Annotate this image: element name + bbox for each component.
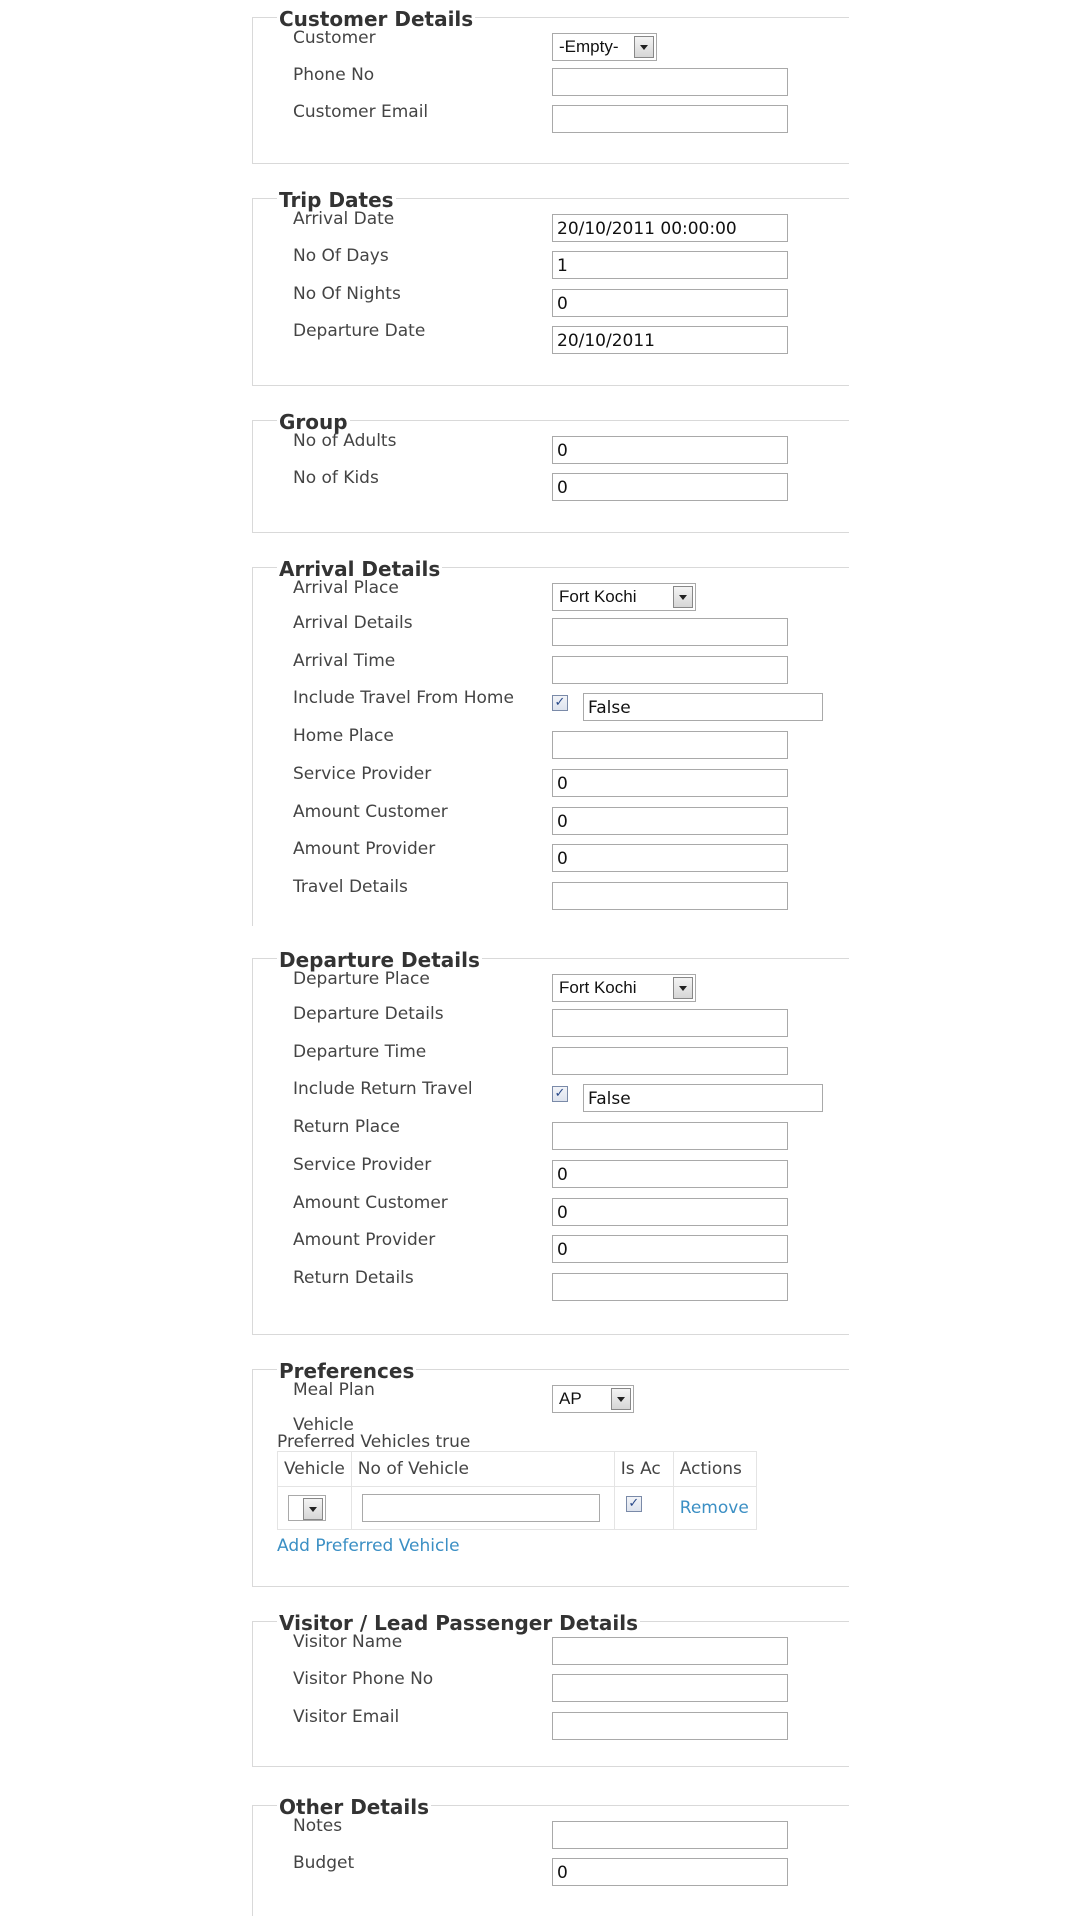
amount-customer-row xyxy=(253,802,849,834)
check-icon: ✓ xyxy=(554,1086,566,1101)
customer-select-value: -Empty- xyxy=(559,37,619,56)
include-return-checkbox[interactable] xyxy=(552,1086,568,1102)
chevron-down-icon[interactable] xyxy=(634,36,654,58)
trip-dates-section xyxy=(252,188,849,386)
visitor-phone-input[interactable] xyxy=(552,1674,788,1702)
service-provider-label: Service Provider xyxy=(293,1155,432,1175)
vehicle-select[interactable] xyxy=(288,1495,326,1521)
departure-place-value: Fort Kochi xyxy=(559,978,637,997)
include-travel-input[interactable]: False xyxy=(583,693,823,721)
notes-row xyxy=(253,1816,849,1848)
check-icon: ✓ xyxy=(628,1496,640,1511)
arrival-time-row xyxy=(253,651,849,683)
home-place-label: Home Place xyxy=(293,726,394,746)
customer-select[interactable] xyxy=(552,33,657,61)
days-label: No Of Days xyxy=(293,246,389,266)
section-legend: Preferences xyxy=(279,1359,415,1383)
departure-details-label: Departure Details xyxy=(293,1004,444,1024)
arrival-place-value: Fort Kochi xyxy=(559,587,637,606)
vehicle-count-cell xyxy=(351,1487,614,1530)
phone-row xyxy=(253,63,849,95)
chevron-down-icon[interactable] xyxy=(611,1388,631,1410)
amount-provider-row xyxy=(253,839,849,871)
amount-customer-label: Amount Customer xyxy=(293,802,448,822)
arrival-details-input[interactable] xyxy=(552,618,788,646)
departure-date-input[interactable]: 20/10/2011 xyxy=(552,326,788,354)
phone-input[interactable] xyxy=(552,68,788,96)
adults-row xyxy=(253,431,849,463)
arrival-place-row xyxy=(253,578,849,610)
email-input[interactable] xyxy=(552,105,788,133)
kids-label: No of Kids xyxy=(293,468,379,488)
is-ac-checkbox[interactable] xyxy=(626,1496,642,1512)
adults-input[interactable]: 0 xyxy=(552,436,788,464)
include-travel-row xyxy=(253,688,849,720)
include-return-label: Include Return Travel xyxy=(293,1079,473,1099)
column-header: No of Vehicle xyxy=(351,1452,614,1487)
visitor-details-section xyxy=(252,1611,849,1767)
amount-provider-label: Amount Provider xyxy=(293,1230,436,1250)
amount-customer-label: Amount Customer xyxy=(293,1193,448,1213)
arrival-details-label: Arrival Details xyxy=(293,613,413,633)
meal-plan-value: AP xyxy=(559,1389,582,1408)
service-provider-input[interactable]: 0 xyxy=(552,769,788,797)
vehicle-cell xyxy=(278,1487,352,1530)
arrival-place-label: Arrival Place xyxy=(293,578,399,598)
days-input[interactable]: 1 xyxy=(552,251,788,279)
return-place-label: Return Place xyxy=(293,1117,401,1137)
other-details-section xyxy=(252,1795,849,1916)
departure-time-input[interactable] xyxy=(552,1047,788,1075)
amount-customer-row xyxy=(253,1193,849,1225)
departure-place-select[interactable] xyxy=(552,974,696,1002)
column-header: Is Ac xyxy=(614,1452,673,1487)
visitor-email-input[interactable] xyxy=(552,1712,788,1740)
amount-customer-input[interactable]: 0 xyxy=(552,807,788,835)
amount-provider-row xyxy=(253,1230,849,1262)
table-header-row xyxy=(278,1452,757,1487)
nights-input[interactable]: 0 xyxy=(552,289,788,317)
notes-input[interactable] xyxy=(552,1821,788,1849)
include-return-input[interactable]: False xyxy=(583,1084,823,1112)
include-travel-checkbox[interactable] xyxy=(552,695,568,711)
visitor-email-label: Visitor Email xyxy=(293,1707,400,1727)
include-return-row xyxy=(253,1079,849,1111)
customer-label: Customer xyxy=(293,28,376,48)
arrival-time-input[interactable] xyxy=(552,656,788,684)
email-label: Customer Email xyxy=(293,102,429,122)
section-legend: Customer Details xyxy=(279,7,474,31)
kids-row xyxy=(253,468,849,500)
is-ac-cell xyxy=(614,1487,673,1530)
chevron-down-icon[interactable] xyxy=(673,977,693,999)
visitor-email-row xyxy=(253,1707,849,1739)
actions-cell xyxy=(673,1487,756,1530)
amount-provider-label: Amount Provider xyxy=(293,839,436,859)
customer-details-section xyxy=(252,7,849,164)
arrival-date-label: Arrival Date xyxy=(293,209,395,229)
departure-place-label: Departure Place xyxy=(293,969,430,989)
section-legend: Trip Dates xyxy=(279,188,394,212)
chevron-down-icon[interactable] xyxy=(303,1498,323,1520)
section-legend: Visitor / Lead Passenger Details xyxy=(279,1611,638,1635)
notes-label: Notes xyxy=(293,1816,343,1836)
arrival-details-row xyxy=(253,613,849,645)
email-row xyxy=(253,100,849,132)
meal-plan-row xyxy=(253,1380,849,1412)
travel-details-input[interactable] xyxy=(552,882,788,910)
group-section xyxy=(252,410,849,533)
budget-row xyxy=(253,1853,849,1885)
kids-input[interactable]: 0 xyxy=(552,473,788,501)
preferred-vehicles-label: Preferred Vehicles true xyxy=(277,1432,471,1452)
meal-plan-label: Meal Plan xyxy=(293,1380,375,1400)
preferences-section xyxy=(252,1359,849,1587)
table-row xyxy=(278,1487,757,1530)
arrival-date-input[interactable]: 20/10/2011 00:00:00 xyxy=(552,214,788,242)
preferred-vehicles-table xyxy=(277,1451,757,1530)
arrival-details-section xyxy=(252,557,849,926)
nights-label: No Of Nights xyxy=(293,284,401,304)
travel-details-row xyxy=(253,877,849,909)
departure-details-row xyxy=(253,1004,849,1036)
arrival-place-select[interactable] xyxy=(552,583,696,611)
adults-label: No of Adults xyxy=(293,431,397,451)
days-row xyxy=(253,246,849,278)
service-provider-label: Service Provider xyxy=(293,764,432,784)
service-provider-input[interactable]: 0 xyxy=(552,1160,788,1188)
column-header: Vehicle xyxy=(278,1452,352,1487)
return-place-row xyxy=(253,1117,849,1149)
vehicle-label: Vehicle xyxy=(293,1415,354,1435)
departure-details-section xyxy=(252,948,849,1335)
budget-label: Budget xyxy=(293,1853,355,1873)
home-place-input[interactable] xyxy=(552,731,788,759)
departure-date-row xyxy=(253,321,849,353)
service-provider-row xyxy=(253,1155,849,1187)
departure-time-label: Departure Time xyxy=(293,1042,427,1062)
amount-customer-input[interactable]: 0 xyxy=(552,1198,788,1226)
chevron-down-icon[interactable] xyxy=(673,586,693,608)
departure-details-input[interactable] xyxy=(552,1009,788,1037)
phone-label: Phone No xyxy=(293,65,375,85)
visitor-name-input[interactable] xyxy=(552,1637,788,1665)
return-place-input[interactable] xyxy=(552,1122,788,1150)
section-legend: Group xyxy=(279,410,348,434)
visitor-phone-label: Visitor Phone No xyxy=(293,1669,434,1689)
return-details-label: Return Details xyxy=(293,1268,414,1288)
visitor-name-label: Visitor Name xyxy=(293,1632,403,1652)
include-travel-label: Include Travel From Home xyxy=(293,688,514,708)
remove-link[interactable]: Remove xyxy=(679,1498,749,1518)
section-legend: Other Details xyxy=(279,1795,430,1819)
arrival-time-label: Arrival Time xyxy=(293,651,396,671)
check-icon: ✓ xyxy=(554,695,566,710)
amount-provider-input[interactable]: 0 xyxy=(552,844,788,872)
amount-provider-input[interactable]: 0 xyxy=(552,1235,788,1263)
return-details-input[interactable] xyxy=(552,1273,788,1301)
customer-row xyxy=(253,28,849,60)
departure-time-row xyxy=(253,1042,849,1074)
budget-input[interactable]: 0 xyxy=(552,1858,788,1886)
section-legend: Departure Details xyxy=(279,948,480,972)
section-legend: Arrival Details xyxy=(279,557,441,581)
arrival-date-row xyxy=(253,209,849,241)
departure-place-row xyxy=(253,969,849,1001)
departure-date-label: Departure Date xyxy=(293,321,426,341)
travel-details-label: Travel Details xyxy=(293,877,408,897)
nights-row xyxy=(253,284,849,316)
vehicle-count-input[interactable] xyxy=(362,1494,600,1522)
return-details-row xyxy=(253,1268,849,1300)
add-preferred-vehicle-link[interactable]: Add Preferred Vehicle xyxy=(277,1536,460,1556)
visitor-phone-row xyxy=(253,1669,849,1701)
home-place-row xyxy=(253,726,849,758)
column-header: Actions xyxy=(673,1452,756,1487)
service-provider-row xyxy=(253,764,849,796)
visitor-name-row xyxy=(253,1632,849,1664)
meal-plan-select[interactable] xyxy=(552,1385,634,1413)
